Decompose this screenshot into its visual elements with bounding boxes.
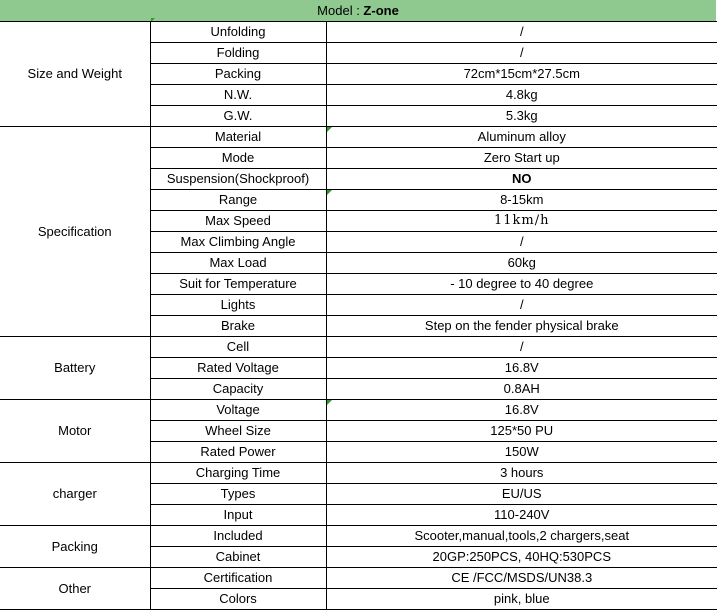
property-label — [150, 379, 326, 400]
property-label — [150, 85, 326, 106]
group-label: Other — [0, 568, 150, 610]
property-value: Step on the fender physical brake — [326, 316, 717, 337]
property-text: Capacity — [212, 381, 264, 396]
property-text: Voltage — [216, 402, 260, 417]
property-label — [150, 568, 326, 589]
property-label — [150, 127, 326, 148]
property-value: Scooter,manual,tools,2 chargers,seat — [326, 526, 717, 547]
property-label — [150, 190, 326, 211]
property-value: 4.8kg — [326, 85, 717, 106]
property-value: - 10 degree to 40 degree — [326, 274, 717, 295]
property-text: Wheel Size — [205, 423, 271, 438]
property-text: N.W. — [223, 87, 253, 102]
table-row — [0, 526, 717, 547]
property-value: 20GP:250PCS, 40HQ:530PCS — [326, 547, 717, 568]
property-label — [150, 253, 326, 274]
table-row — [0, 337, 717, 358]
property-label — [150, 358, 326, 379]
property-value: Aluminum alloy — [326, 127, 717, 148]
spec-table-body — [0, 22, 717, 610]
property-label — [150, 526, 326, 547]
property-value: / — [326, 337, 717, 358]
property-label — [150, 106, 326, 127]
model-header — [0, 0, 716, 22]
property-value: 110-240V — [326, 505, 717, 526]
property-value: pink, blue — [326, 589, 717, 610]
property-value: / — [326, 22, 717, 43]
cell-comment-marker — [327, 127, 332, 132]
property-value: 8-15km — [326, 190, 717, 211]
property-label — [150, 43, 326, 64]
property-text: Charging Time — [195, 465, 281, 480]
property-label — [150, 232, 326, 253]
property-label — [150, 484, 326, 505]
table-row — [0, 463, 717, 484]
group-label: Motor — [0, 400, 150, 463]
property-text: Material — [214, 129, 262, 144]
property-text: G.W. — [223, 108, 253, 123]
property-label — [150, 589, 326, 610]
property-value: 16.8V — [326, 358, 717, 379]
property-value: 5.3kg — [326, 106, 717, 127]
property-value: Zero Start up — [326, 148, 717, 169]
property-text: Rated Voltage — [197, 360, 279, 375]
property-text: Unfolding — [210, 24, 266, 39]
property-value: / — [326, 43, 717, 64]
property-label — [150, 274, 326, 295]
property-text: Max Load — [209, 255, 267, 270]
property-label — [150, 442, 326, 463]
property-text: Colors — [219, 591, 257, 606]
model-label: Model : — [317, 3, 364, 18]
property-value: 3 hours — [326, 463, 717, 484]
property-text: Mode — [221, 150, 255, 165]
table-row — [0, 400, 717, 421]
property-text: Types — [220, 486, 256, 501]
property-value: CE /FCC/MSDS/UN38.3 — [326, 568, 717, 589]
property-value: 0.8AH — [326, 379, 717, 400]
property-label — [150, 400, 326, 421]
cell-comment-marker — [327, 190, 332, 195]
property-value: 72cm*15cm*27.5cm — [326, 64, 717, 85]
property-label — [150, 547, 326, 568]
property-value: 11km/h — [326, 211, 717, 232]
property-text: Folding — [216, 45, 260, 60]
property-text: Rated Power — [200, 444, 276, 459]
property-text: Included — [213, 528, 263, 543]
model-name: Z-one — [363, 3, 399, 18]
property-text: Suit for Temperature — [179, 276, 297, 291]
property-value: 16.8V — [326, 400, 717, 421]
property-text: Max Speed — [205, 213, 271, 228]
spec-table — [0, 21, 717, 610]
property-label — [150, 463, 326, 484]
property-text: Certification — [203, 570, 273, 585]
table-row — [0, 22, 717, 43]
property-label — [150, 421, 326, 442]
property-text: Packing — [214, 66, 262, 81]
property-value: / — [326, 295, 717, 316]
property-label — [150, 148, 326, 169]
property-text: Brake — [221, 318, 255, 333]
property-label — [150, 295, 326, 316]
group-label: Specification — [0, 127, 150, 337]
property-value: EU/US — [326, 484, 717, 505]
group-label: Packing — [0, 526, 150, 568]
property-text: Cabinet — [215, 549, 261, 564]
property-label — [150, 316, 326, 337]
property-label — [150, 169, 326, 190]
property-label — [150, 64, 326, 85]
group-label: Size and Weight — [0, 22, 150, 127]
property-value: 125*50 PU — [326, 421, 717, 442]
group-label: charger — [0, 463, 150, 526]
property-text: Cell — [226, 339, 250, 354]
property-text: Range — [218, 192, 258, 207]
property-label — [150, 337, 326, 358]
table-row — [0, 127, 717, 148]
property-label — [150, 211, 326, 232]
property-value: 60kg — [326, 253, 717, 274]
property-value: / — [326, 232, 717, 253]
property-value: 150W — [326, 442, 717, 463]
property-label — [150, 505, 326, 526]
property-text: Suspension(Shockproof) — [166, 171, 310, 186]
table-row — [0, 568, 717, 589]
property-text: Max Climbing Angle — [180, 234, 296, 249]
cell-comment-marker — [327, 400, 332, 405]
group-label: Battery — [0, 337, 150, 400]
property-text: Lights — [220, 297, 256, 312]
property-text: Input — [223, 507, 253, 522]
property-value: NO — [326, 169, 717, 190]
property-label — [150, 22, 326, 43]
